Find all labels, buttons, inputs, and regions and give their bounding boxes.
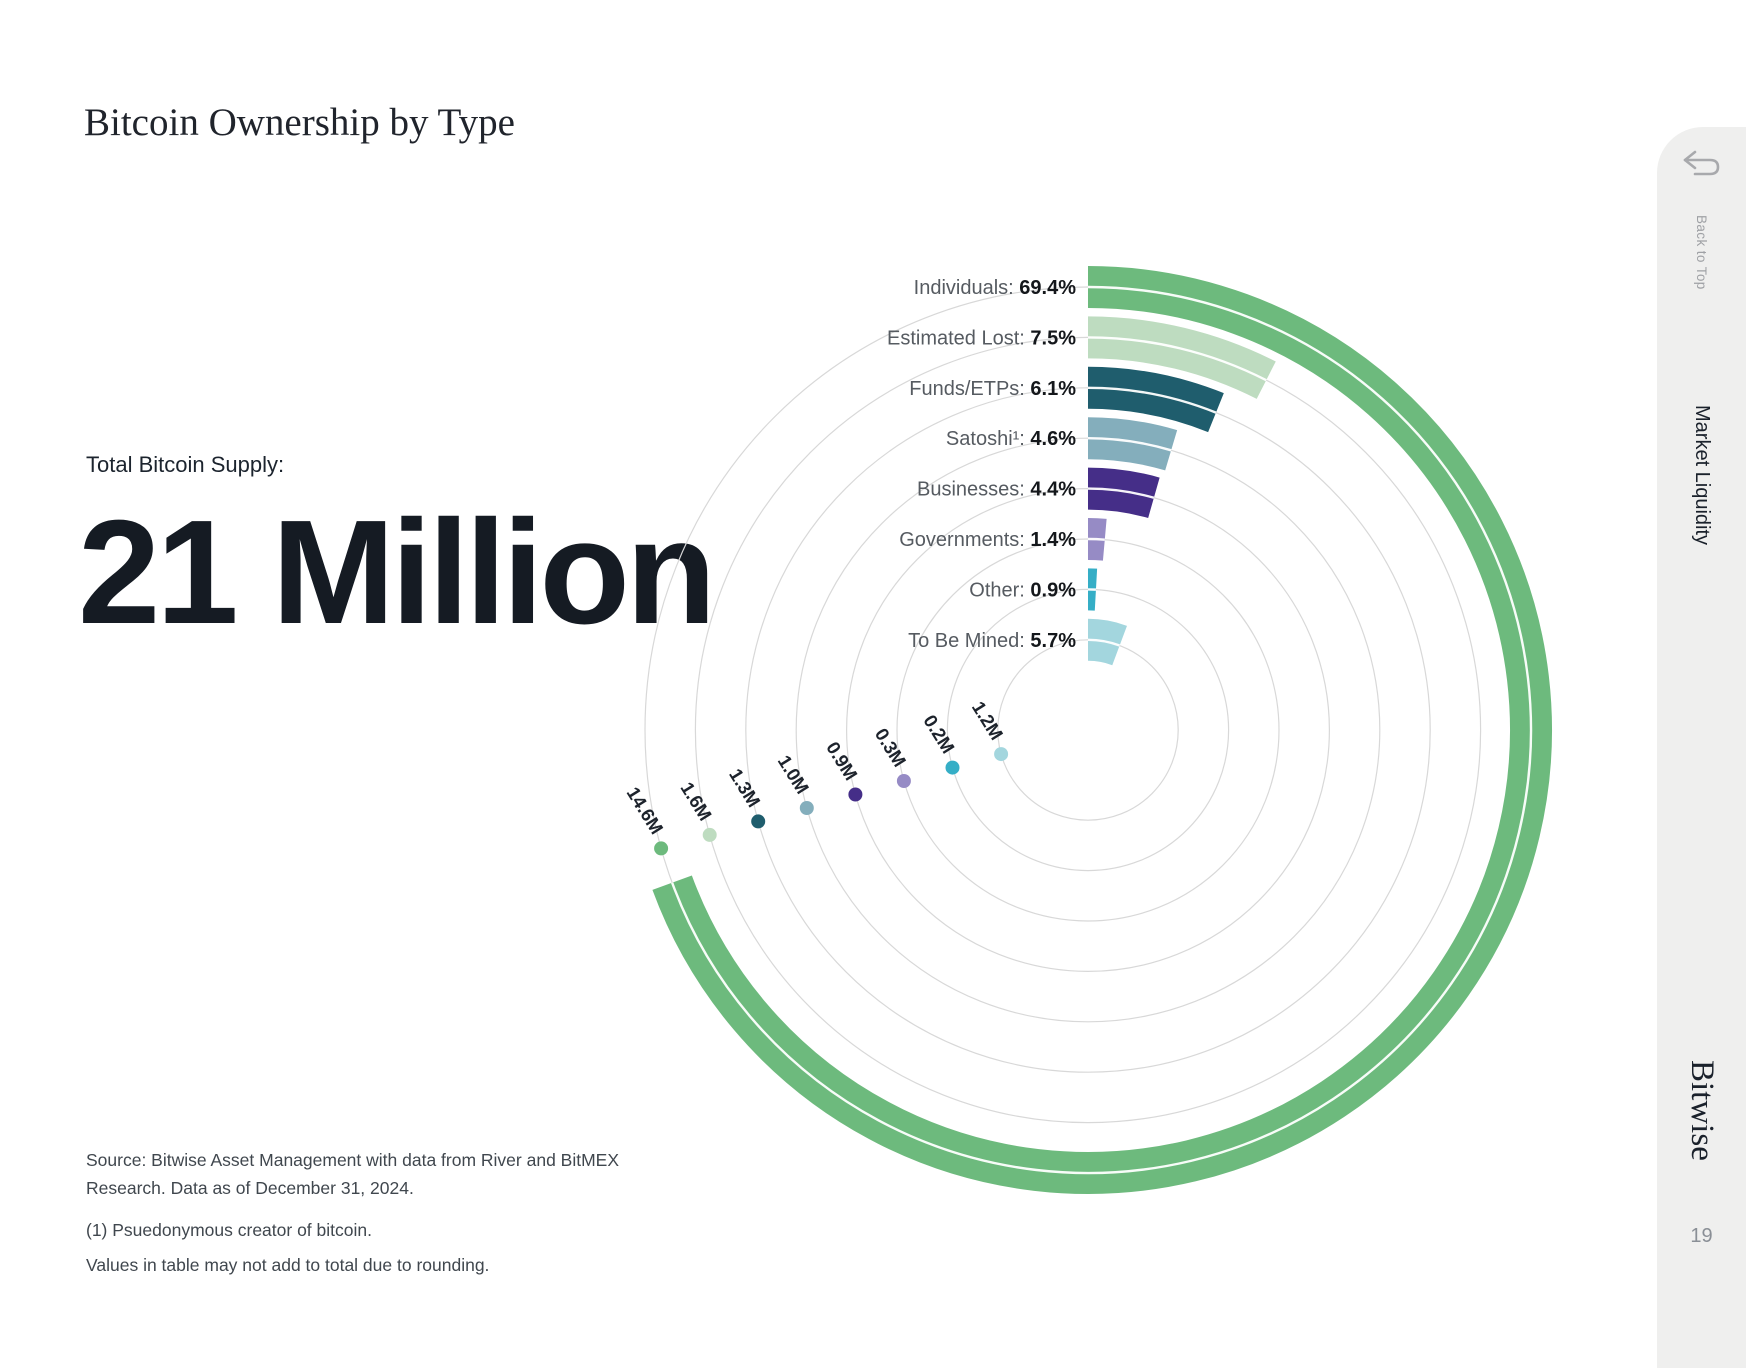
legend-row-businesses: Businesses: 4.4% — [917, 478, 1076, 501]
legend-row-individuals: Individuals: 69.4% — [913, 277, 1076, 299]
gridline-circle — [897, 539, 1279, 921]
arc-divider — [1088, 539, 1105, 540]
value-label-individuals: 14.6M — [622, 783, 668, 838]
legend-row-to-be-mined: To Be Mined: 5.7% — [908, 629, 1076, 652]
total-supply-value: 21 Million — [78, 490, 713, 655]
value-label-other: 0.2M — [919, 711, 960, 758]
legend-row-funds-etps: Funds/ETPs: 6.1% — [909, 377, 1076, 400]
source-line-2: Research. Data as of December 31, 2024. — [86, 1178, 414, 1198]
gridline-circle — [695, 337, 1480, 1122]
axis-dot-businesses — [848, 788, 862, 802]
gridline-circle — [847, 489, 1330, 972]
page-number: 19 — [1690, 1225, 1713, 1247]
footer — [86, 1146, 726, 1279]
legend-row-estimated-lost: Estimated Lost: 7.5% — [887, 327, 1076, 350]
axis-dot-estimated-lost — [703, 828, 717, 842]
gridline-circle — [998, 640, 1178, 820]
back-to-top-link[interactable]: Back to Top — [1694, 215, 1709, 290]
legend-row-other: Other: 0.9% — [969, 579, 1076, 602]
brand-logo: Bitwise — [1684, 1060, 1720, 1161]
legend-row-governments: Governments: 1.4% — [899, 529, 1076, 551]
rounding-note: Values in table may not add to total due to rounding. — [86, 1255, 490, 1275]
value-label-satoshi: 1.0M — [773, 751, 814, 798]
section-label: Market Liquidity — [1691, 405, 1713, 546]
legend-row-satoshi: Satoshi¹: 4.6% — [945, 428, 1076, 451]
axis-dot-funds-etps — [751, 814, 765, 828]
source-line-1: Source: Bitwise Asset Management with data from River and BitMEX — [86, 1150, 620, 1170]
value-label-to-be-mined: 1.2M — [967, 697, 1008, 744]
page-title: Bitcoin Ownership by Type — [84, 101, 515, 144]
value-label-funds-etps: 1.3M — [725, 764, 765, 811]
arc-bar-funds-etps — [1088, 388, 1216, 413]
axis-dot-governments — [897, 774, 911, 788]
axis-dot-individuals — [654, 841, 668, 855]
value-label-businesses: 0.9M — [822, 737, 862, 784]
axis-dot-satoshi — [800, 801, 814, 815]
total-supply-label: Total Bitcoin Supply: — [86, 452, 285, 477]
footnote: (1) Psuedonymous creator of bitcoin. — [86, 1220, 372, 1240]
back-arrow-icon[interactable] — [1681, 149, 1723, 179]
axis-dot-other — [946, 761, 960, 775]
value-label-governments: 0.3M — [870, 724, 911, 771]
axis-dot-to-be-mined — [994, 747, 1008, 761]
value-label-estimated-lost: 1.6M — [676, 778, 717, 825]
sidebar — [1657, 127, 1746, 1368]
